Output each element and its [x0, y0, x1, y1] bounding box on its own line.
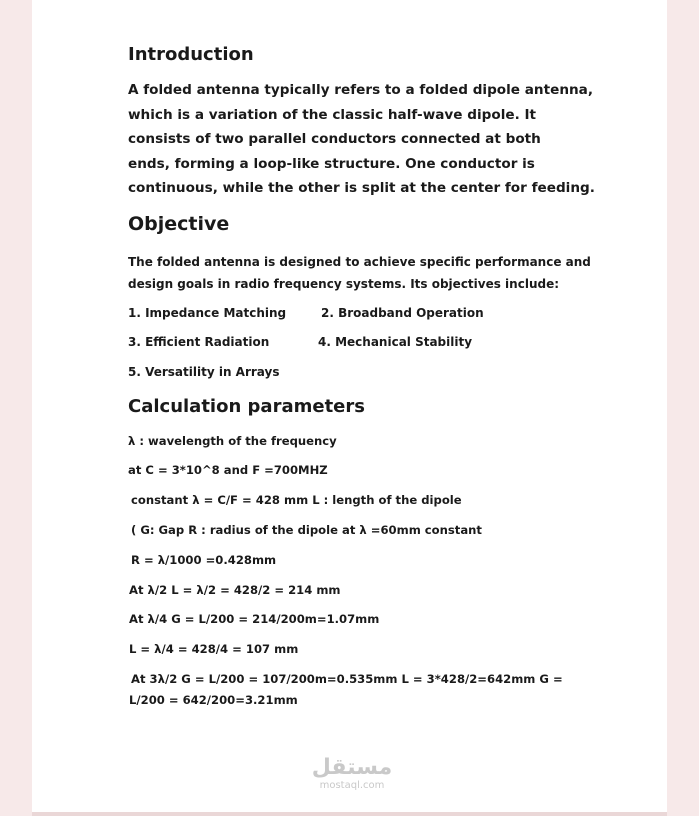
calc-line: At 3λ/2 G = L/200 = 107/200m=0.535mm L = 3*428/2=642mm G = [131, 672, 563, 686]
calc-line: L = λ/4 = 428/4 = 107 mm [129, 642, 299, 656]
calc-line: at C = 3*10^8 and F =700MHZ [128, 463, 328, 477]
calc-line: λ : wavelength of the frequency [128, 434, 337, 448]
objective-item: 3. Efficient Radiation [128, 335, 270, 349]
document-page [32, 0, 667, 812]
watermark-url: mostaql.com [319, 780, 385, 791]
calc-line: ( G: Gap R : radius of the dipole at λ =60mm constant [131, 523, 482, 537]
intro-line: A folded antenna typically refers to a folded dipole antenna, [128, 82, 594, 98]
calculation-heading: Calculation parameters [128, 396, 365, 417]
introduction-heading: Introduction [128, 44, 254, 65]
calc-line: R = λ/1000 =0.428mm [131, 553, 277, 567]
objective-item: 1. Impedance Matching [128, 306, 287, 320]
calc-line: constant λ = C/F = 428 mm L : length of the dipole [131, 493, 462, 507]
calc-line: L/200 = 642/200=3.21mm [129, 693, 298, 707]
mostaql-watermark [302, 756, 402, 792]
objective-item: 5. Versatility in Arrays [128, 365, 280, 379]
objective-line: design goals in radio frequency systems. Its objectives include: [128, 277, 560, 291]
objective-line: The folded antenna is designed to achieve specific performance and [128, 255, 591, 269]
intro-line: consists of two parallel conductors connected at both [128, 131, 541, 147]
objective-heading: Objective [128, 213, 230, 235]
calc-line: At λ/2 L = λ/2 = 428/2 = 214 mm [129, 583, 341, 597]
intro-line: which is a variation of the classic half-wave dipole. It [128, 106, 537, 123]
intro-line: ends, forming a loop-like structure. One conductor is [128, 155, 535, 172]
objective-item: 4. Mechanical Stability [318, 335, 473, 349]
watermark-logo: مستقل [311, 755, 393, 780]
objective-item: 2. Broadband Operation [321, 306, 484, 320]
intro-line: continuous, while the other is split at the center for feeding. [128, 180, 595, 196]
intro-paragraph [128, 78, 595, 201]
calc-line: At λ/4 G = L/200 = 214/200m=1.07mm [129, 612, 380, 626]
